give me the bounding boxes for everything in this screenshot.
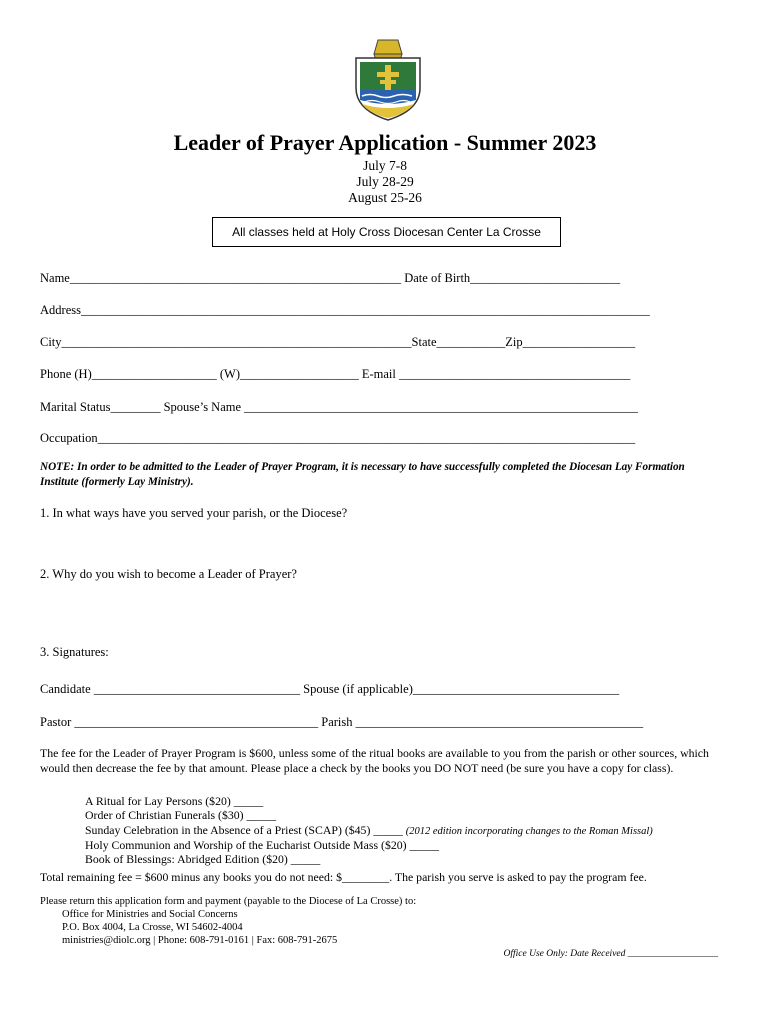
- pastor-parish-signature[interactable]: Pastor _______________________________________ Parish ______________________________________________: [40, 715, 644, 729]
- name-field[interactable]: Name_____________________________________________________ Date of Birth________________________: [40, 271, 621, 285]
- admission-note: NOTE: In order to be admitted to the Leader of Prayer Program, it is necessary to have successfully completed the Diocesan Lay Formation Institute (formerly Lay Ministry).: [40, 461, 685, 488]
- session-date: August 25-26: [348, 190, 422, 205]
- city-state-zip-field[interactable]: City________________________________________________________State___________Zip__________________: [40, 335, 636, 349]
- book-item[interactable]: A Ritual for Lay Persons ($20) _____: [85, 794, 264, 808]
- occupation-field[interactable]: Occupation______________________________________________________________________________________: [40, 431, 636, 445]
- session-date: July 7-8: [363, 158, 407, 173]
- location-box: [212, 217, 561, 247]
- candidate-signature[interactable]: Candidate _________________________________ Spouse (if applicable)_________________________________: [40, 682, 620, 696]
- page-title: Leader of Prayer Application - Summer 2023: [173, 130, 597, 155]
- question-why: 2. Why do you wish to become a Leader of Prayer?: [40, 567, 297, 581]
- office-name: Office for Ministries and Social Concerns: [62, 909, 238, 920]
- office-use-date-received: Office Use Only: Date Received ___________________: [503, 949, 718, 959]
- total-fee-line: Total remaining fee = $600 minus any books you do not need: $________. The parish you serve is asked to pay the program fee.: [40, 870, 647, 884]
- question-signatures: 3. Signatures:: [40, 645, 109, 659]
- diocese-crest-logo: [350, 38, 426, 122]
- session-dates: [0, 158, 770, 206]
- book-edition-note: (2012 edition incorporating changes to the Roman Missal): [405, 826, 653, 837]
- return-instructions: Please return this application form and payment (payable to the Diocese of La Crosse) to:: [40, 896, 417, 907]
- phone-email-field[interactable]: Phone (H)____________________ (W)___________________ E-mail _____________________________________: [40, 367, 631, 381]
- mailing-address: P.O. Box 4004, La Crosse, WI 54602-4004: [62, 922, 243, 933]
- session-date: July 28-29: [356, 174, 414, 189]
- address-field[interactable]: Address___________________________________________________________________________________________: [40, 303, 650, 317]
- marital-status-field[interactable]: Marital Status________ Spouse’s Name _______________________________________________________________: [40, 400, 638, 414]
- question-served: 1. In what ways have you served your parish, or the Diocese?: [40, 506, 348, 520]
- contact-info: ministries@diolc.org | Phone: 608-791-0161 | Fax: 608-791-2675: [62, 935, 338, 946]
- book-item[interactable]: Holy Communion and Worship of the Eucharist Outside Mass ($20) _____: [85, 838, 440, 852]
- book-item[interactable]: Sunday Celebration in the Absence of a Priest (SCAP) ($45) _____ (2012 edition incorporating changes to the Roman Missal): [85, 823, 653, 837]
- book-item[interactable]: Order of Christian Funerals ($30) _____: [85, 808, 277, 822]
- book-item[interactable]: Book of Blessings: Abridged Edition ($20) _____: [85, 852, 321, 866]
- location-text: All classes held at Holy Cross Diocesan Center La Crosse: [232, 225, 541, 239]
- fee-description: The fee for the Leader of Prayer Program is $600, unless some of the ritual books are available to you from the parish or other sources, which would then decrease the fee by that amount. Please place a check by the books you DO NOT need (be sure you have a copy for class).: [40, 746, 709, 775]
